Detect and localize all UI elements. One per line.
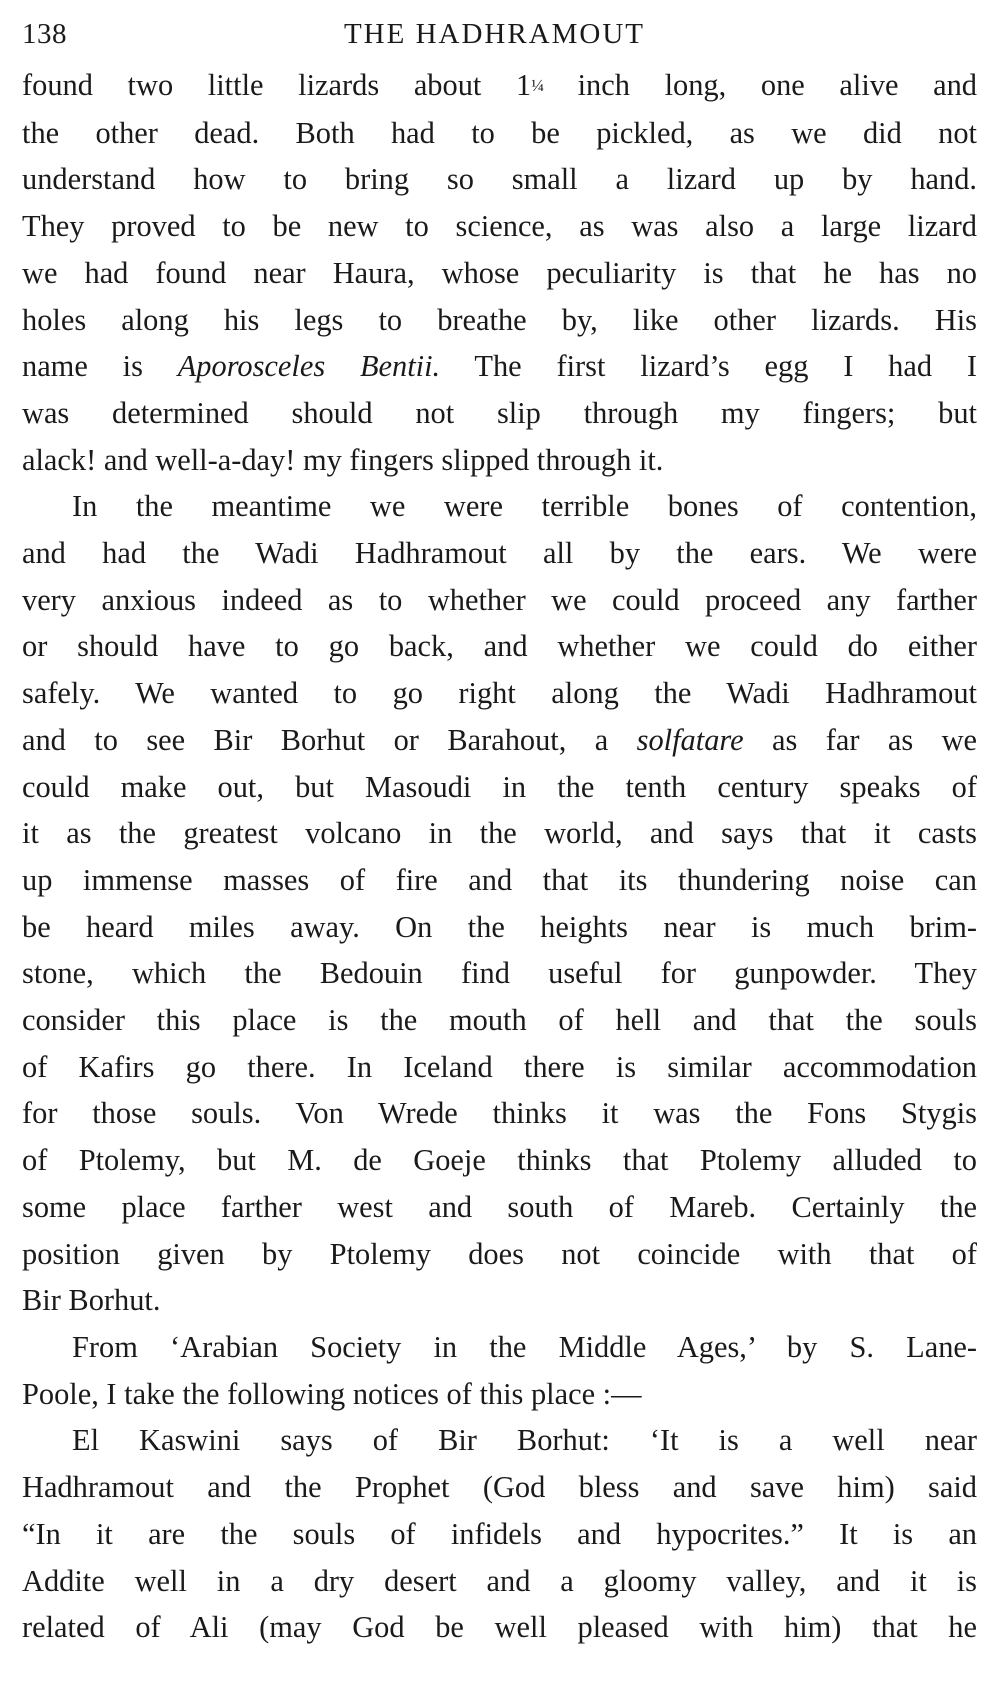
text-segment: was determined should not slip through my fingers; but [22, 395, 977, 430]
text-line [22, 437, 977, 484]
italic-text: Aporosceles Bentii. [177, 349, 441, 384]
text-segment: and to see Bir Borhut or Barahout, a [22, 722, 637, 757]
text-segment: Addite well in a dry desert and a gloomy valley, and it is [22, 1563, 977, 1598]
text-segment: name is [22, 349, 178, 384]
text-segment: we had found near Haura, whose peculiarity is that he has no [22, 255, 977, 290]
text-line [22, 1417, 977, 1464]
text-segment: holes along his legs to breathe by, like other lizards. His [22, 302, 977, 337]
text-line [22, 1464, 977, 1511]
text-segment: Poole, I take the following notices of this place :— [22, 1376, 642, 1411]
text-segment: it as the greatest volcano in the world, and says that it casts [22, 816, 977, 851]
text-segment: The first lizard’s egg I had I [440, 349, 978, 384]
text-segment: of Kafirs go there. In Iceland there is similar accommodation [22, 1049, 977, 1084]
text-line [22, 203, 977, 250]
text-line [22, 110, 977, 157]
body-text [22, 62, 977, 1651]
text-segment: safely. We wanted to go right along the Wadi Hadhramout [22, 676, 977, 711]
text-segment: related of Ali (may God be well pleased with him) that he [22, 1610, 977, 1645]
text-line [22, 857, 977, 904]
text-line [22, 530, 977, 577]
text-line [22, 343, 977, 390]
text-line [22, 904, 977, 951]
text-segment: of Ptolemy, but M. de Goeje thinks that Ptolemy alluded to [22, 1143, 977, 1178]
text-segment: They proved to be new to science, as was also a large lizard [22, 209, 977, 244]
text-segment: found two little lizards about 1 [22, 68, 532, 102]
text-line [22, 1324, 977, 1371]
text-segment: From ‘Arabian Society in the Middle Ages,’ by S. Lane- [72, 1329, 977, 1364]
text-line [22, 810, 977, 857]
text-segment: the other dead. Both had to be pickled, as we did not [22, 115, 977, 150]
text-segment: position given by Ptolemy does not coincide with that of [22, 1236, 977, 1271]
text-segment: consider this place is the mouth of hell and that the souls [22, 1003, 977, 1038]
text-segment: stone, which the Bedouin find useful for gunpowder. They [22, 956, 977, 991]
text-line [22, 1558, 977, 1605]
text-line [22, 390, 977, 437]
text-segment: inch long, one alive and [542, 68, 977, 102]
text-line [22, 1137, 977, 1184]
text-segment: Bir Borhut. [22, 1283, 161, 1318]
text-segment: In the meantime we were terrible bones of contention, [72, 489, 977, 524]
text-line [22, 1231, 977, 1278]
text-line [22, 950, 977, 997]
text-segment: very anxious indeed as to whether we could proceed any farther [22, 582, 977, 617]
italic-text: solfatare [636, 722, 744, 757]
page-number: 138 [22, 18, 67, 50]
text-segment: as far as we [743, 722, 977, 757]
text-line [22, 670, 977, 717]
text-line [22, 297, 977, 344]
text-line [22, 1090, 977, 1137]
text-line [22, 764, 977, 811]
running-title: THE HADHRAMOUT [343, 18, 646, 50]
book-page [22, 0, 977, 1651]
text-line [22, 997, 977, 1044]
text-segment: “In it are the souls of infidels and hypocrites.” It is an [22, 1516, 977, 1551]
text-segment: alack! and well-a-day! my fingers slipped through it. [22, 442, 664, 477]
text-line [22, 1044, 977, 1091]
text-line [22, 250, 977, 297]
text-line [22, 577, 977, 624]
text-line [22, 1184, 977, 1231]
text-segment: for those souls. Von Wrede thinks it was the Fons Stygis [22, 1096, 977, 1131]
running-head [22, 0, 977, 62]
text-segment: El Kaswini says of Bir Borhut: ‘It is a well near [72, 1423, 977, 1458]
text-line [22, 62, 977, 110]
fraction: ¼ [531, 76, 543, 95]
text-line [22, 1604, 977, 1651]
text-segment: Hadhramout and the Prophet (God bless and save him) said [22, 1470, 977, 1505]
text-line [22, 1371, 977, 1418]
text-line [22, 623, 977, 670]
text-line [22, 483, 977, 530]
text-line [22, 717, 977, 764]
text-segment: some place farther west and south of Mareb. Certainly the [22, 1189, 977, 1224]
text-segment: or should have to go back, and whether we could do either [22, 629, 977, 664]
text-segment: be heard miles away. On the heights near is much brim- [22, 909, 977, 944]
text-line [22, 1511, 977, 1558]
text-segment: understand how to bring so small a lizard up by hand. [22, 162, 977, 197]
text-line [22, 156, 977, 203]
text-line [22, 1277, 977, 1324]
text-segment: could make out, but Masoudi in the tenth century speaks of [22, 769, 977, 804]
text-segment: up immense masses of fire and that its thundering noise can [22, 862, 977, 897]
text-segment: and had the Wadi Hadhramout all by the ears. We were [22, 536, 977, 571]
